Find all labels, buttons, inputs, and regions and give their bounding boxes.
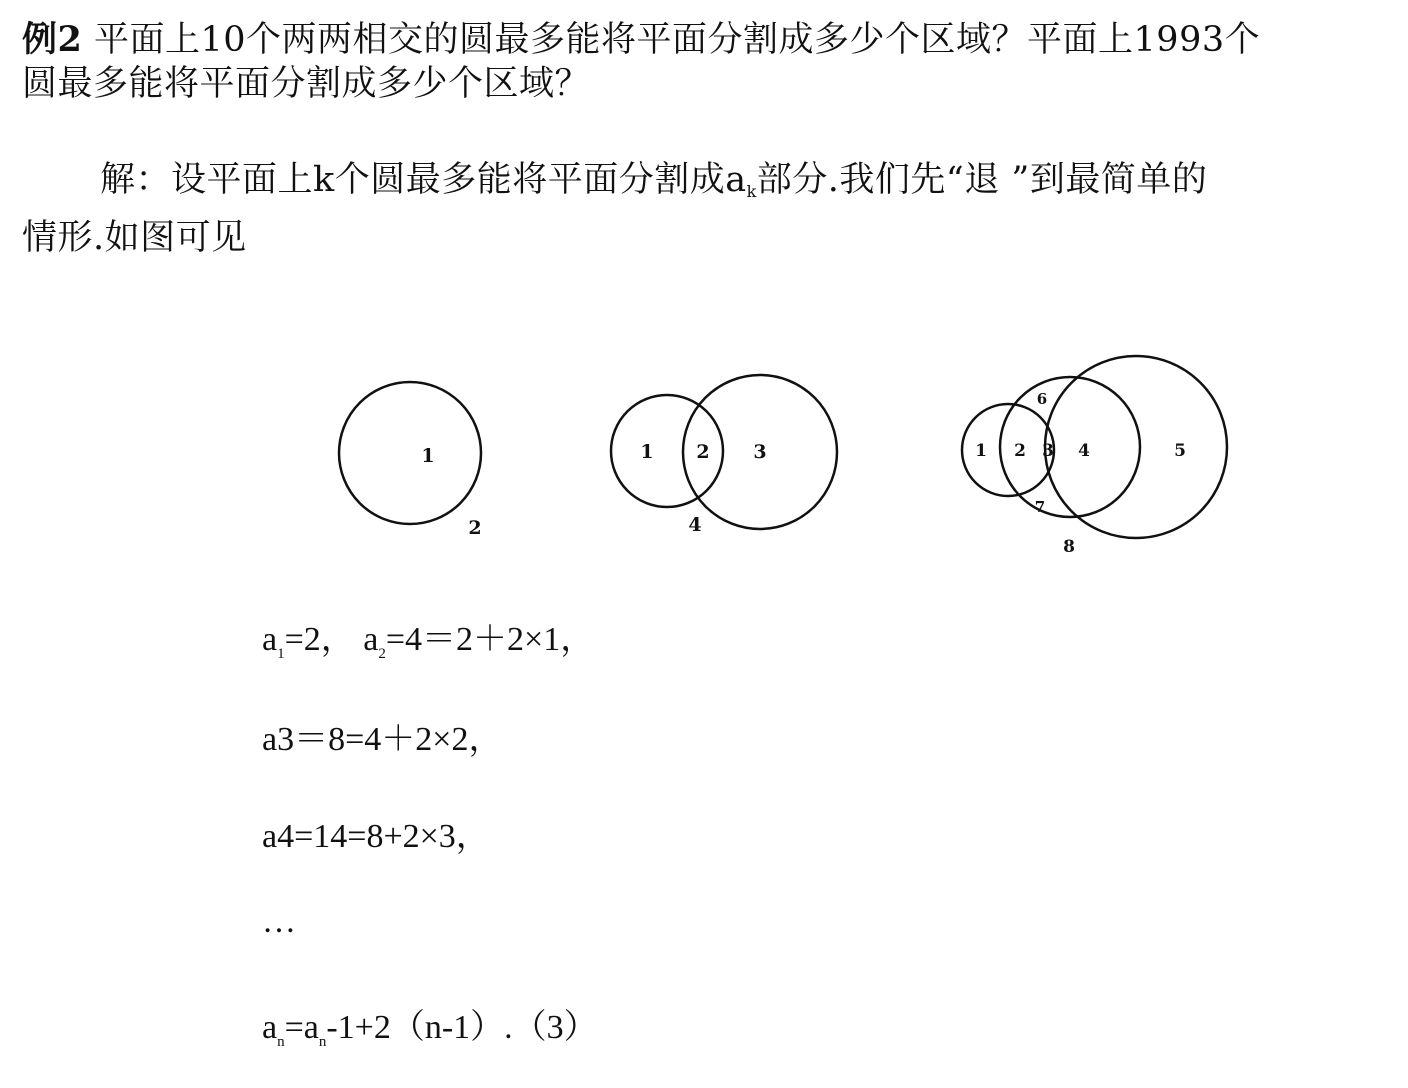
fig1-region-1: 1 xyxy=(421,445,435,467)
f1-sub-2: 2 xyxy=(378,646,386,662)
fig1-circle xyxy=(339,382,481,524)
circles-drawing xyxy=(339,356,1227,538)
region-labels xyxy=(421,390,1186,557)
f1-part-c: =4＝2＋2×1， xyxy=(385,621,595,658)
formula-a4: a4=14=8+2×3， xyxy=(262,818,490,855)
solution-text-1b: 部分.我们先“退 ”到最简单的 xyxy=(756,160,1208,200)
formula-an xyxy=(262,1006,598,1050)
problem-line-2: 圆最多能将平面分割成多少个区域？ xyxy=(22,64,591,104)
fig3-circle-large xyxy=(1045,356,1227,538)
fig3-region-5: 5 xyxy=(1174,441,1186,461)
f1-part-a: a xyxy=(262,621,278,658)
problem-label: 例2 xyxy=(22,19,83,60)
formula-ellipsis: … xyxy=(262,903,296,940)
fig3-region-3: 3 xyxy=(1042,441,1054,461)
f1-sub-1: 1 xyxy=(277,646,285,662)
formula-a1-a2 xyxy=(262,618,594,662)
f5-sub-2: n xyxy=(318,1034,327,1050)
f1-part-b: =2， a xyxy=(284,621,379,658)
fig2-region-4: 4 xyxy=(688,514,702,536)
fig3-region-4: 4 xyxy=(1078,441,1090,461)
fig2-region-2: 2 xyxy=(696,441,710,463)
fig3-region-2: 2 xyxy=(1014,441,1026,461)
fig2-region-3: 3 xyxy=(753,441,767,463)
fig3-region-6: 6 xyxy=(1036,390,1048,408)
solution-text-1a: 解：设平面上k个圆最多能将平面分割成a xyxy=(100,160,747,200)
formula-a3: a3＝8=4＋2×2， xyxy=(262,721,503,758)
fig3-region-1: 1 xyxy=(975,441,987,461)
f5-part-a: a xyxy=(262,1009,278,1046)
problem-line-1 xyxy=(22,18,1260,62)
solution-subscript-k: k xyxy=(746,182,757,201)
f5-part-b: =a xyxy=(284,1009,319,1046)
f5-sub-1: n xyxy=(277,1034,285,1050)
circles-figure xyxy=(0,340,1408,570)
fig2-region-1: 1 xyxy=(640,441,654,463)
fig3-region-7: 7 xyxy=(1034,498,1046,516)
fig3-region-8: 8 xyxy=(1063,537,1075,557)
fig1-region-2: 2 xyxy=(468,517,482,539)
problem-text-1: 平面上10个两两相交的圆最多能将平面分割成多少个区域？平面上1993个 xyxy=(94,20,1261,60)
solution-line-1 xyxy=(100,158,1207,202)
solution-line-2: 情形.如图可见 xyxy=(22,218,247,258)
f5-part-c: -1+2（n-1）.（3） xyxy=(326,1009,598,1046)
